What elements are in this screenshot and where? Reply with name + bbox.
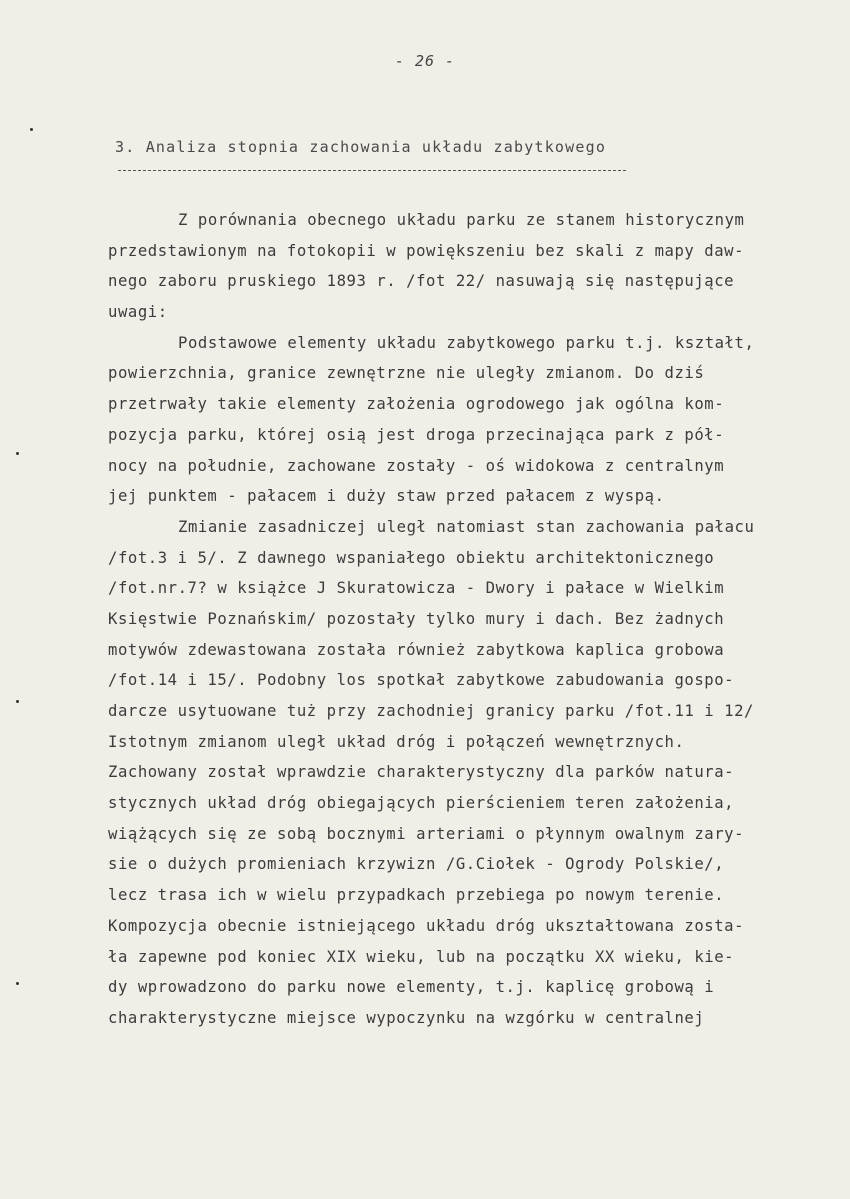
- page-number: - 26 -: [394, 52, 456, 70]
- text-line: charakterystyczne miejsce wypoczynku na wzgórku w centralnej: [108, 1008, 705, 1027]
- text-line: pozycja parku, której osią jest droga przecinająca park z pół-: [108, 425, 725, 444]
- text-line: powierzchnia, granice zewnętrzne nie uległy zmianom. Do dziś: [108, 364, 705, 383]
- text-line: ła zapewne pod koniec XIX wieku, lub na początku XX wieku, kie-: [108, 947, 735, 966]
- paragraph: [108, 512, 798, 1034]
- text-line: stycznych układ dróg obiegających pierścieniem teren założenia,: [108, 794, 735, 813]
- text-line: Podstawowe elementy układu zabytkowego parku t.j. kształt,: [178, 333, 755, 352]
- text-line: sie o dużych promieniach krzywizn /G.Ciołek - Ogrody Polskie/,: [108, 855, 725, 874]
- text-line: wiążących się ze sobą bocznymi arteriami o płynnym owalnym zary-: [108, 824, 745, 843]
- margin-mark: [16, 700, 19, 703]
- text-line: nocy na południe, zachowane zostały - oś widokowa z centralnym: [108, 456, 725, 475]
- text-line: motywów zdewastowana została również zabytkowa kaplica grobowa: [108, 640, 725, 659]
- text-line: dy wprowadzono do parku nowe elementy, t.j. kaplicę grobową i: [108, 978, 715, 997]
- body-text: [108, 205, 798, 1034]
- margin-mark: [16, 452, 19, 455]
- text-line: przetrwały takie elementy założenia ogrodowego jak ogólna kom-: [108, 395, 725, 414]
- text-line: nego zaboru pruskiego 1893 r. /fot 22/ nasuwają się następujące: [108, 272, 735, 291]
- text-line: Zmianie zasadniczej uległ natomiast stan zachowania pałacu: [178, 517, 755, 536]
- text-line: Z porównania obecnego układu parku ze stanem historycznym: [178, 211, 745, 229]
- text-line: lecz trasa ich w wielu przypadkach przebiega po nowym terenie.: [108, 886, 725, 905]
- text-line: Istotnym zmianom uległ układ dróg i połączeń wewnętrznych.: [108, 732, 685, 751]
- margin-mark: [30, 128, 33, 131]
- text-line: /fot.nr.7? w książce J Skuratowicza - Dwory i pałace w Wielkim: [108, 579, 725, 598]
- text-line: przedstawionym na fotokopii w powiększeniu bez skali z mapy daw-: [108, 241, 745, 260]
- heading-underline: [118, 170, 626, 171]
- text-line: /fot.14 i 15/. Podobny los spotkał zabytkowe zabudowania gospo-: [108, 671, 735, 690]
- text-line: uwagi:: [108, 303, 168, 322]
- text-line: Księstwie Poznańskim/ pozostały tylko mury i dach. Bez żadnych: [108, 609, 725, 628]
- section-heading: 3. Analiza stopnia zachowania układu zabytkowego: [115, 138, 607, 156]
- text-line: /fot.3 i 5/. Z dawnego wspaniałego obiektu architektonicznego: [108, 548, 715, 567]
- paragraph: [108, 205, 798, 328]
- text-line: Kompozycja obecnie istniejącego układu dróg ukształtowana zosta-: [108, 916, 745, 935]
- text-line: darcze usytuowane tuż przy zachodniej granicy parku /fot.11 i 12/: [108, 702, 754, 720]
- text-line: jej punktem - pałacem i duży staw przed pałacem z wyspą.: [108, 487, 665, 506]
- margin-mark: [16, 982, 19, 985]
- text-line: Zachowany został wprawdzie charakterystyczny dla parków natura-: [108, 763, 735, 782]
- paragraph: [108, 328, 798, 512]
